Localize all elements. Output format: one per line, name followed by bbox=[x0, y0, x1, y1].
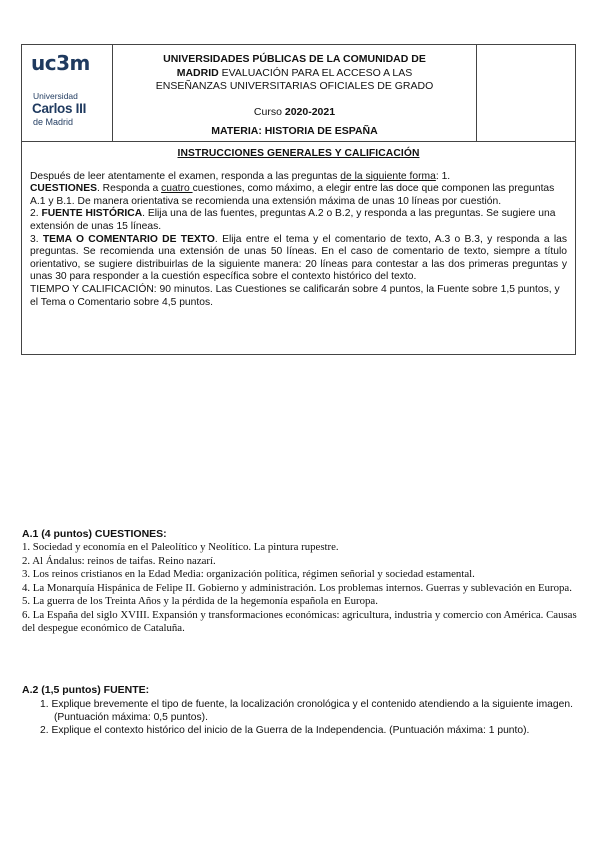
header-line3: ENSEÑANZAS UNIVERSITARIAS OFICIALES DE GRADO bbox=[155, 80, 434, 92]
logo-line3: de Madrid bbox=[33, 117, 74, 127]
logo-line1: Universidad bbox=[33, 91, 78, 101]
exam-header bbox=[21, 44, 576, 142]
instructions-box bbox=[21, 142, 576, 355]
instructions-intro: Después de leer atentamente el examen, responda a las preguntas de la siguiente forma: 1. bbox=[30, 170, 451, 182]
section-a2 bbox=[22, 684, 578, 737]
logo-mark: uc3m bbox=[31, 51, 90, 75]
a1-question: 2. Al Ándalus: reinos de taifas. Reino nazarí. bbox=[22, 554, 216, 567]
instructions-fuente: 2. FUENTE HISTÓRICA. Elija una de las fuentes, preguntas A.2 o B.2, y responda a las preguntas. Se sugiere una extensión de unas 15 líneas. bbox=[30, 208, 556, 232]
instructions-tema: 3. TEMA O COMENTARIO DE TEXTO. Elija entre el tema y el comentario de texto, A.3 o B.3, y responda a las preguntas. Se recomienda una extensión de unas 50 líneas. En el caso de comentario de texto, siempre a título orientativo, se sugiere distribuirlas de la siguiente manera: 20 líneas para contestar a las dos primeras preguntas y unas 30 para responder a la cuestión específica sobre el contexto histórico del texto. bbox=[30, 233, 568, 283]
university-logo bbox=[22, 45, 113, 141]
header-line2: MADRID EVALUACIÓN PARA EL ACCESO A LAS bbox=[176, 66, 413, 79]
instructions-cuestiones: CUESTIONES. Responda a cuatro cuestiones, como máximo, a elegir entre las doce que componen las preguntas A.1 y B.1. De manera orientativa se recomienda una extensión máxima de unas 10 líneas por cuestión. bbox=[30, 183, 555, 207]
logo-line2: Carlos III bbox=[32, 101, 87, 116]
a1-question-list bbox=[22, 541, 578, 636]
a1-question: 3. Los reinos cristianos en la Edad Media: organización política, régimen señorial y sociedad estamental. bbox=[22, 568, 475, 580]
a2-question-list bbox=[22, 699, 578, 737]
a1-question: 6. La España del siglo XVIII. Expansión y transformaciones económicas: agricultura, industria y comercio con América. Causas del despegue económico de Cataluña. bbox=[22, 608, 577, 634]
header-line1: UNIVERSIDADES PÚBLICAS DE LA COMUNIDAD DE bbox=[163, 53, 426, 65]
a1-heading: A.1 (4 puntos) CUESTIONES: bbox=[22, 528, 167, 540]
header-blank-cell bbox=[477, 45, 575, 141]
a1-question: 5. La guerra de los Treinta Años y la pérdida de la hegemonía española en Europa. bbox=[22, 595, 378, 607]
course-year: Curso 2020-2021 bbox=[253, 105, 336, 118]
a1-question: 4. La Monarquía Hispánica de Felipe II. Gobierno y administración. Los problemas internos. Guerras y sublevación en Europa. bbox=[22, 581, 572, 594]
instructions-tiempo: TIEMPO Y CALIFICACIÓN: 90 minutos. Las Cuestiones se calificarán sobre 4 puntos, la Fuente sobre 1,5 puntos, y el Tema o Comentario sobre 4,5 puntos. bbox=[30, 283, 560, 308]
instructions-title: INSTRUCCIONES GENERALES Y CALIFICACIÓN bbox=[177, 148, 420, 159]
a2-question: 2. Explique el contexto histórico del inicio de la Guerra de la Independencia. (Puntuación máxima: 1 punto). bbox=[40, 724, 530, 736]
a2-heading: A.2 (1,5 puntos) FUENTE: bbox=[22, 684, 150, 696]
subject-title: MATERIA: HISTORIA DE ESPAÑA bbox=[211, 125, 378, 137]
header-title bbox=[113, 45, 477, 141]
section-a1 bbox=[22, 528, 578, 636]
a1-question: 1. Sociedad y economía en el Paleolítico y Neolítico. La pintura rupestre. bbox=[22, 541, 339, 553]
a2-question: 1. Explique brevemente el tipo de fuente, la localización cronológica y el contenido atendiendo a la siguiente imagen. (Puntuación máxima: 0,5 puntos). bbox=[40, 699, 573, 723]
